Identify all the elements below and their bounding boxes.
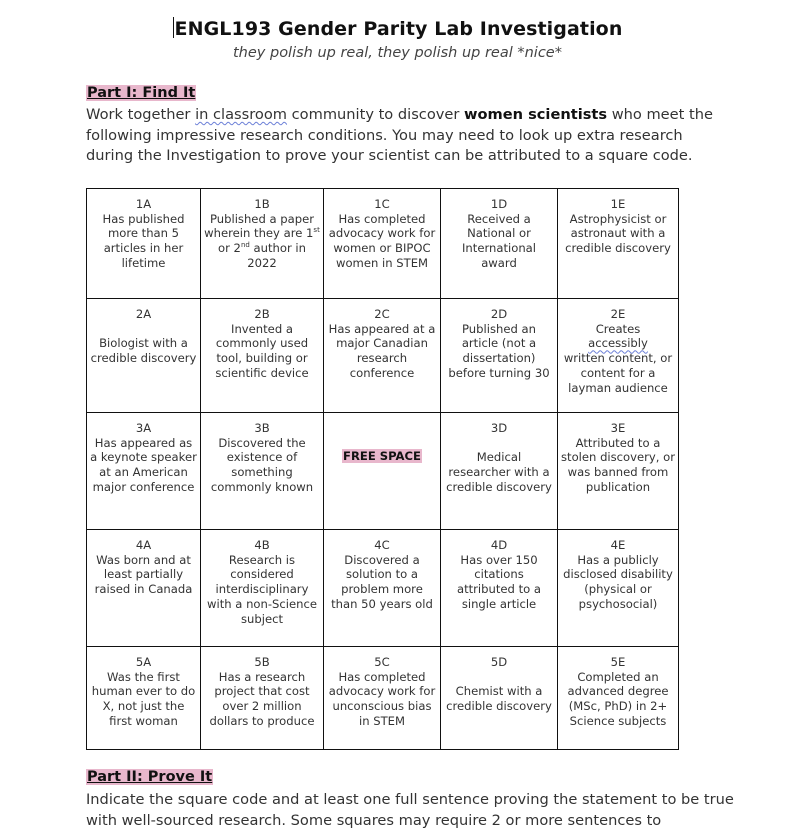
cell-text: Has appeared as a keynote speaker at an American major conference xyxy=(90,435,197,494)
grid-cell-1a xyxy=(87,189,201,299)
grid-cell-1e xyxy=(558,189,679,299)
part1-text-after: who meet the following impressive research conditions. You may need to look up extra research during the Investigation to prove your scientist can be attributed to a square code. xyxy=(86,106,713,164)
grid-cell-5c xyxy=(324,647,441,750)
cell-code: 1B xyxy=(254,197,270,211)
part1-paragraph xyxy=(86,105,726,167)
cell-code: 5A xyxy=(135,655,152,669)
grid-row-5 xyxy=(87,647,679,750)
cell-code: 3A xyxy=(135,421,152,435)
grid-cell-2c xyxy=(324,299,441,413)
cell-text: Has over 150 citations attributed to a single article xyxy=(456,552,542,611)
cell-code: 2B xyxy=(254,307,270,321)
cell-superscript: st xyxy=(313,226,320,235)
cell-text: Published an article (not a dissertation) before turning 30 xyxy=(448,321,550,380)
grid-cell-5e xyxy=(558,647,679,750)
grid-cell-1d xyxy=(441,189,558,299)
grid-row-2 xyxy=(87,299,679,413)
cell-text: Has completed advocacy work for unconscious bias in STEM xyxy=(328,669,436,728)
grid-cell-free-space xyxy=(324,413,441,530)
cell-code: 3B xyxy=(254,421,270,435)
cell-text: Attributed to a stolen discovery, or was banned from publication xyxy=(561,435,676,494)
cell-code: 4B xyxy=(254,538,270,552)
cell-spellcheck-word: accessibly xyxy=(588,336,648,351)
part1-text-mid: community to discover xyxy=(287,106,465,123)
cell-code: 1E xyxy=(610,197,626,211)
cell-text: Completed an advanced degree (MSc, PhD) in 2+ Science subjects xyxy=(567,669,669,728)
cell-code: 4D xyxy=(490,538,508,552)
cell-spacer xyxy=(444,436,554,451)
cell-code: 3D xyxy=(490,421,508,435)
grid-row-4 xyxy=(87,530,679,647)
grid-row-3 xyxy=(87,413,679,530)
cell-text: or 2 xyxy=(218,241,241,256)
cell-text: Was born and at least partially raised in Canada xyxy=(94,552,193,597)
cell-text: Received a National or International award xyxy=(462,211,536,270)
cell-spacer xyxy=(444,670,554,685)
grid-cell-5d xyxy=(441,647,558,750)
cell-code: 1A xyxy=(135,197,152,211)
grid-cell-3a xyxy=(87,413,201,530)
grid-cell-3d xyxy=(441,413,558,530)
cell-text: Has published more than 5 articles in her lifetime xyxy=(102,211,185,270)
grid-cell-2b xyxy=(201,299,324,413)
bingo-grid xyxy=(86,188,679,750)
cell-code: 4E xyxy=(610,538,626,552)
document-subtitle: they polish up real, they polish up real *nice* xyxy=(233,45,562,61)
cell-code: 2A xyxy=(135,307,152,321)
cell-text: Astrophysicist or astronaut with a credible discovery xyxy=(565,211,671,256)
cell-text: Has completed advocacy work for women or BIPOC women in STEM xyxy=(328,211,436,270)
cell-code: 1C xyxy=(374,197,390,211)
grid-cell-2e xyxy=(558,299,679,413)
cell-text: Discovered the existence of something commonly known xyxy=(210,435,314,494)
cell-text: Medical researcher with a credible discovery xyxy=(446,450,552,494)
cell-text: Was the first human ever to do X, not just the first woman xyxy=(91,669,196,728)
grid-cell-4b xyxy=(201,530,324,647)
cell-text: Research is considered interdisciplinary with a non-Science subject xyxy=(207,552,317,626)
cell-code: 2E xyxy=(610,307,626,321)
cell-text: author in 2022 xyxy=(247,241,306,270)
cell-code: 2D xyxy=(490,307,508,321)
cell-spacer xyxy=(90,322,197,337)
grid-cell-3b xyxy=(201,413,324,530)
cell-text: Has a publicly disclosed disability (physical or psychosocial) xyxy=(563,552,673,611)
document-title-text: ENGL193 Gender Parity Lab Investigation xyxy=(174,18,623,40)
cell-text: written content, or content for a layman audience xyxy=(563,351,673,395)
grid-cell-2d xyxy=(441,299,558,413)
grid-cell-5a xyxy=(87,647,201,750)
cell-code: 4A xyxy=(135,538,152,552)
cell-text: Discovered a solution to a problem more than 50 years old xyxy=(331,552,433,611)
text-cursor xyxy=(173,17,174,38)
cell-code: 2C xyxy=(374,307,390,321)
cell-text: Has appeared at a major Canadian research conference xyxy=(328,321,436,380)
document-title xyxy=(0,17,795,40)
grid-cell-4a xyxy=(87,530,201,647)
cell-text: Invented a commonly used tool, building or scientific device xyxy=(215,321,309,380)
cell-code: 1D xyxy=(490,197,508,211)
cell-code: 5D xyxy=(490,655,508,669)
cell-superscript: nd xyxy=(240,241,250,250)
cell-text: Creates xyxy=(595,321,641,336)
cell-text: Biologist with a credible discovery xyxy=(90,336,197,366)
cell-text: Has a research project that cost over 2 million dollars to produce xyxy=(209,669,315,728)
part1-heading: Part I: Find It xyxy=(87,85,196,101)
cell-text: Published a paper wherein they are 1 xyxy=(204,211,314,241)
cell-code: 3E xyxy=(610,421,626,435)
cell-code: 4C xyxy=(374,538,390,552)
grid-cell-3e xyxy=(558,413,679,530)
part1-text-before: Work together xyxy=(86,106,196,123)
grid-row-1 xyxy=(87,189,679,299)
cell-code: 5C xyxy=(374,655,390,669)
part2-heading: Part II: Prove It xyxy=(87,769,213,785)
grid-cell-4d xyxy=(441,530,558,647)
cell-code: 5B xyxy=(254,655,270,669)
part1-text-bold: women scientists xyxy=(464,106,608,123)
grid-cell-2a xyxy=(87,299,201,413)
grid-cell-1c xyxy=(324,189,441,299)
free-space-label: FREE SPACE xyxy=(343,449,421,463)
cell-text: Chemist with a credible discovery xyxy=(446,684,552,714)
grid-cell-1b xyxy=(201,189,324,299)
part1-spellcheck-word: in classroom xyxy=(195,106,288,123)
grid-cell-4e xyxy=(558,530,679,647)
cell-code: 5E xyxy=(610,655,626,669)
grid-cell-4c xyxy=(324,530,441,647)
part2-paragraph: Indicate the square code and at least one full sentence proving the statement to be true with well-sourced research. Some squares may require 2 or more sentences to xyxy=(86,791,734,829)
grid-cell-5b xyxy=(201,647,324,750)
